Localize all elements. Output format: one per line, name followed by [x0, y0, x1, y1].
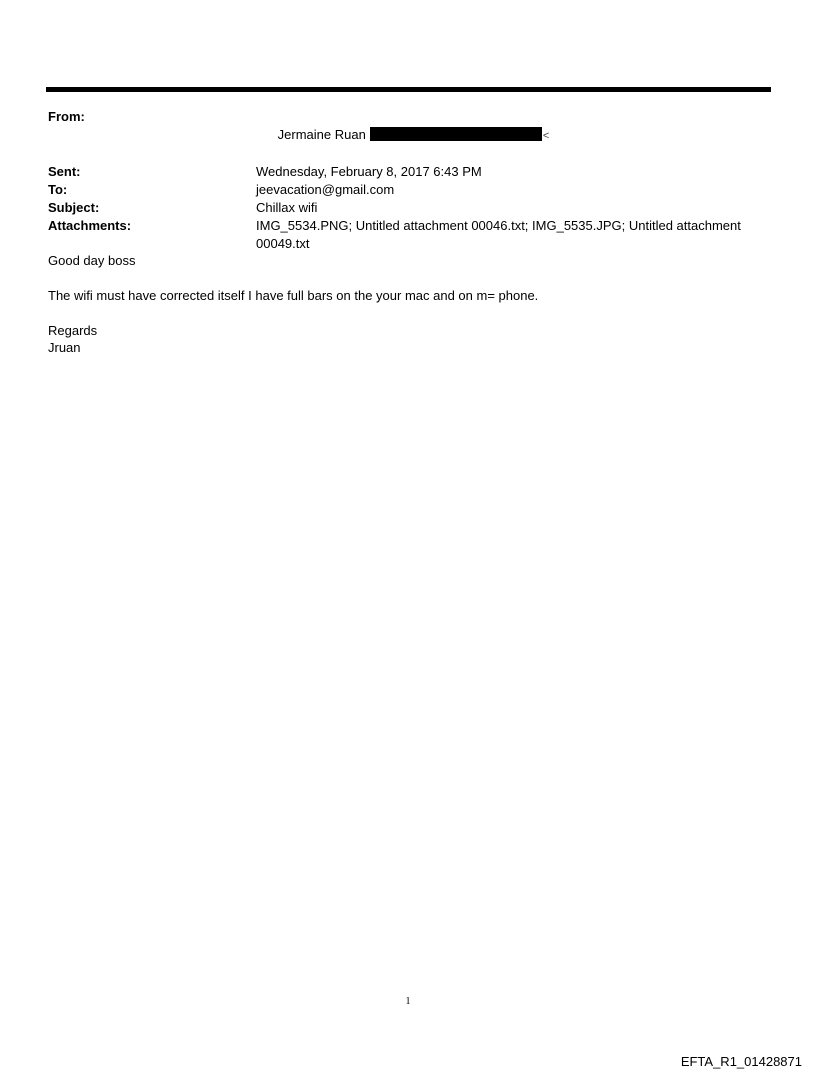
document-id: EFTA_R1_01428871 [680, 1054, 802, 1069]
subject-value: Chillax wifi [256, 200, 318, 215]
closing-text: Regards [48, 323, 98, 338]
message-text: The wifi must have corrected itself I have full bars on the your mac and on m= phone. [48, 288, 539, 303]
subject-row [48, 199, 768, 217]
sent-label: Sent: [48, 164, 81, 179]
from-row [48, 108, 768, 163]
header-divider [46, 87, 771, 92]
attachments-label: Attachments: [48, 218, 132, 233]
redaction-tail: < [542, 130, 550, 142]
to-value: jeevacation@gmail.com [256, 182, 395, 197]
attachments-value: IMG_5534.PNG; Untitled attachment 00046.txt; IMG_5535.JPG; Untitled attachment 00049.txt [256, 218, 745, 251]
greeting-text: Good day boss [48, 253, 136, 268]
attachments-row [48, 217, 768, 253]
email-header [48, 108, 768, 253]
redaction-box [370, 127, 542, 141]
signature-text: Jruan [48, 340, 81, 355]
sender-name: Jermaine Ruan [277, 127, 366, 142]
from-value [256, 108, 768, 163]
from-label: From: [48, 109, 85, 124]
page-number: 1 [405, 996, 411, 1007]
email-body [48, 252, 768, 356]
subject-label: Subject: [48, 200, 100, 215]
to-row [48, 181, 768, 199]
to-label: To: [48, 182, 68, 197]
sent-value: Wednesday, February 8, 2017 6:43 PM [256, 164, 482, 179]
sent-row [48, 163, 768, 181]
